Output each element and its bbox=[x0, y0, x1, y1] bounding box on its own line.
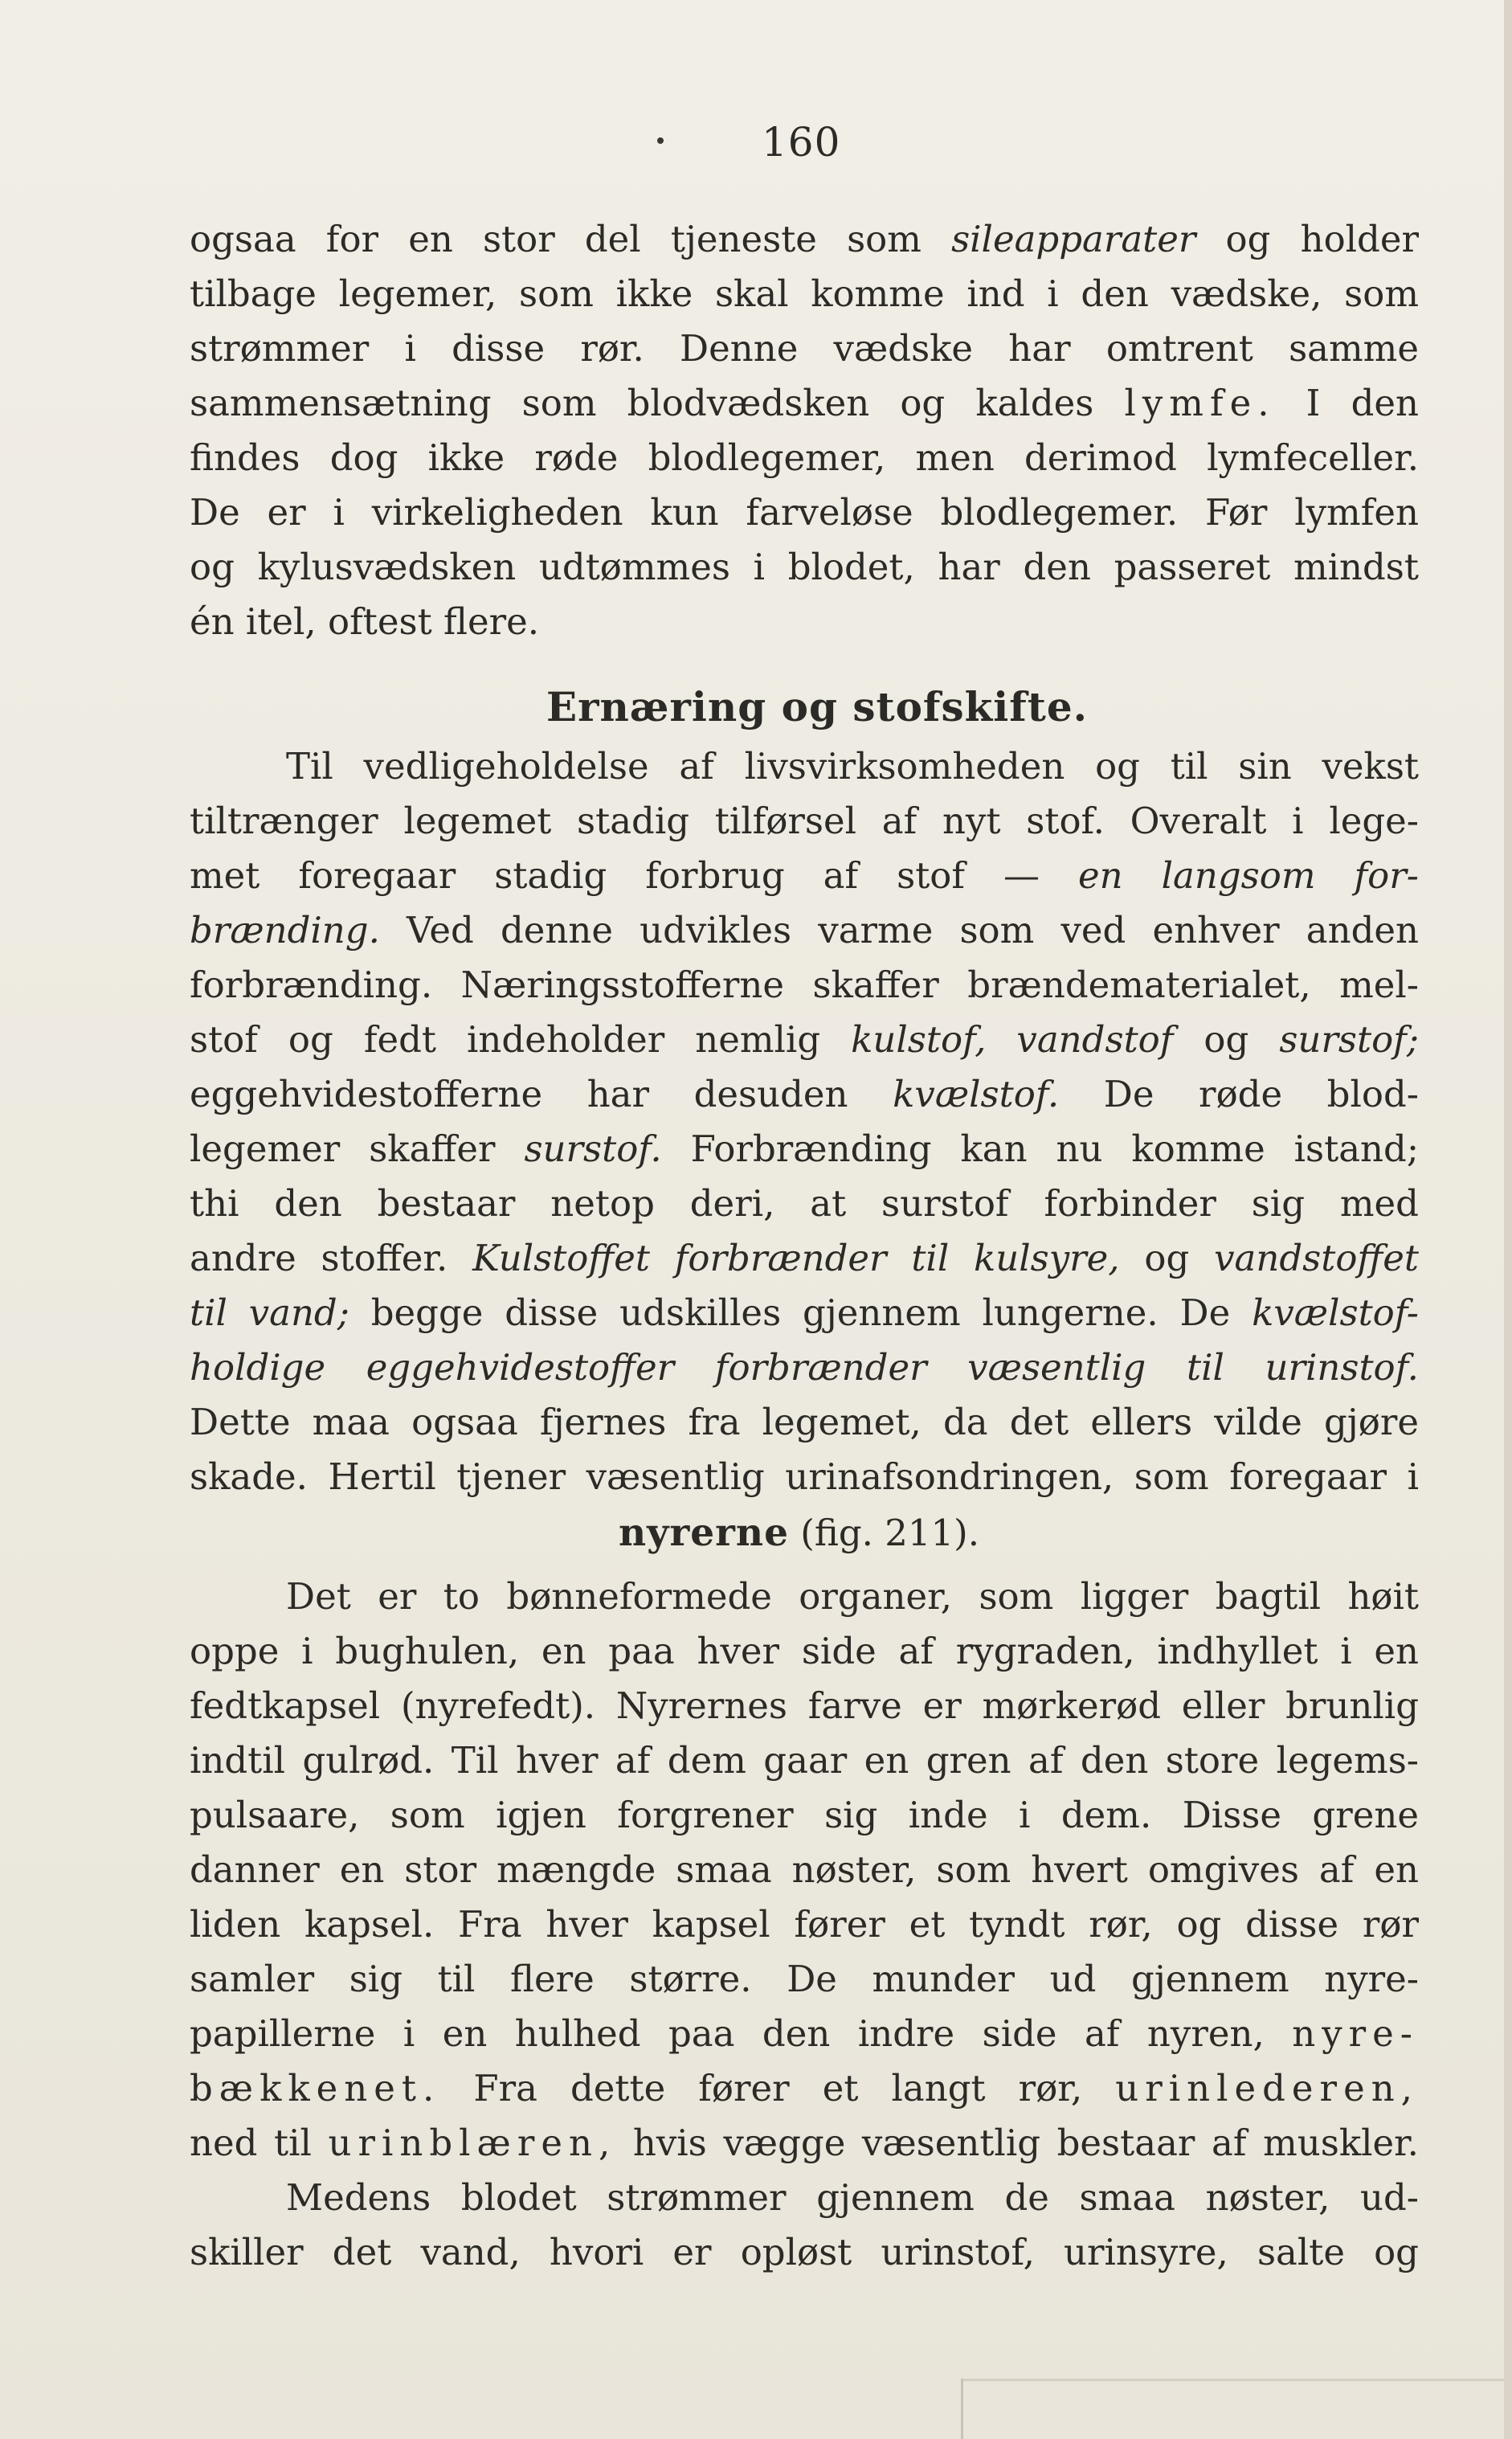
text-line: andre stoffer. Kulstoffet forbrænder til kulsyre, og vandstoffet bbox=[190, 1237, 1419, 1279]
text-line: ogsaa for en stor del tjeneste som sileapparater og holder bbox=[190, 218, 1419, 260]
figure-reference: (fig. 211). bbox=[800, 1512, 980, 1554]
text-line: bækkenet. Fra dette fører et langt rør, urinlederen, bbox=[190, 2067, 1419, 2110]
text-line: ned til urinblæren, hvis vægge væsentlig bestaar af muskler. bbox=[190, 2122, 1419, 2164]
text-line: indtil gulrød. Til hver af dem gaar en gren af den store legems- bbox=[190, 1739, 1419, 1782]
page-edge bbox=[1504, 0, 1512, 2439]
text-line: liden kapsel. Fra hver kapsel fører et tyndt rør, og disse rør bbox=[190, 1903, 1419, 1946]
text-line: fedtkapsel (nyrefedt). Nyrernes farve er mørkerød eller brunlig bbox=[190, 1684, 1419, 1727]
text-line: Det er to bønneformede organer, som ligger bagtil høit bbox=[286, 1575, 1419, 1618]
text-line: De er i virkeligheden kun farveløse blodlegemer. Før lymfen bbox=[190, 491, 1419, 534]
text-line: skiller det vand, hvori er opløst urinstof, urinsyre, salte og bbox=[190, 2231, 1419, 2273]
text-line: Dette maa ogsaa fjernes fra legemet, da det ellers vilde gjøre bbox=[190, 1401, 1419, 1443]
text-line: sammensætning som blodvædsken og kaldes lymfe. I den bbox=[190, 382, 1419, 424]
paragraph-3 bbox=[190, 1569, 1419, 2171]
text-line: forbrænding. Næringsstofferne skaffer brændematerialet, mel- bbox=[190, 964, 1419, 1006]
text-line: oppe i bughulen, en paa hver side af rygraden, indhyllet i en bbox=[190, 1630, 1419, 1672]
paragraph-4 bbox=[190, 2171, 1419, 2280]
text-line: eggehvidestofferne har desuden kvælstof. De røde blod- bbox=[190, 1073, 1419, 1115]
section-heading: Ernæring og stofskifte. bbox=[546, 683, 1089, 730]
scan-edge-line bbox=[961, 2379, 1504, 2381]
text-line: thi den bestaar netop deri, at surstof forbinder sig med bbox=[190, 1182, 1419, 1225]
paragraph-2 bbox=[190, 739, 1419, 1504]
text-line: til vand; begge disse udskilles gjennem lungerne. De kvælstof- bbox=[190, 1291, 1419, 1334]
text-line: pulsaare, som igjen forgrener sig inde i dem. Disse grene bbox=[190, 1794, 1419, 1836]
text-line: samler sig til flere større. De munder ud gjennem nyre- bbox=[190, 1958, 1419, 2000]
ink-dot bbox=[657, 137, 664, 144]
scan-edge-mark bbox=[961, 2379, 963, 2439]
text-line: Til vedligeholdelse af livsvirksomheden og til sin vekst bbox=[286, 745, 1419, 788]
text-line: legemer skaffer surstof. Forbrænding kan nu komme istand; bbox=[190, 1127, 1419, 1170]
text-line: tilbage legemer, som ikke skal komme ind i den vædske, som bbox=[190, 272, 1419, 315]
text-line: én itel, oftest flere. bbox=[190, 600, 540, 643]
text-line: danner en stor mængde smaa nøster, som hvert omgives af en bbox=[190, 1848, 1419, 1891]
text-line: holdige eggehvidestoffer forbrænder væsentlig til urinstof. bbox=[190, 1346, 1419, 1389]
text-line: Medens blodet strømmer gjennem de smaa nøster, ud- bbox=[286, 2176, 1419, 2219]
text-line: strømmer i disse rør. Denne vædske har omtrent samme bbox=[190, 327, 1419, 370]
text-line: met foregaar stadig forbrug af stof — en langsom for- bbox=[190, 854, 1419, 897]
paragraph-1 bbox=[190, 212, 1419, 649]
subsection-heading bbox=[619, 1511, 979, 1555]
text-line: stof og fedt indeholder nemlig kulstof, vandstof og surstof; bbox=[190, 1018, 1419, 1061]
text-line: skade. Hertil tjener væsentlig urinafsondringen, som foregaar i bbox=[190, 1455, 1419, 1498]
text-line: og kylusvædsken udtømmes i blodet, har den passeret mindst bbox=[190, 546, 1419, 588]
text-line: tiltrænger legemet stadig tilførsel af nyt stof. Overalt i lege- bbox=[190, 800, 1419, 842]
text-line: brænding. Ved denne udvikles varme som ved enhver anden bbox=[190, 909, 1419, 951]
text-line: findes dog ikke røde blodlegemer, men derimod lymfeceller. bbox=[190, 436, 1419, 479]
page-number: 160 bbox=[762, 119, 841, 166]
text-line: papillerne i en hulhed paa den indre side af nyren, nyre- bbox=[190, 2012, 1419, 2055]
subsection-heading-word: nyrerne bbox=[619, 1511, 789, 1555]
